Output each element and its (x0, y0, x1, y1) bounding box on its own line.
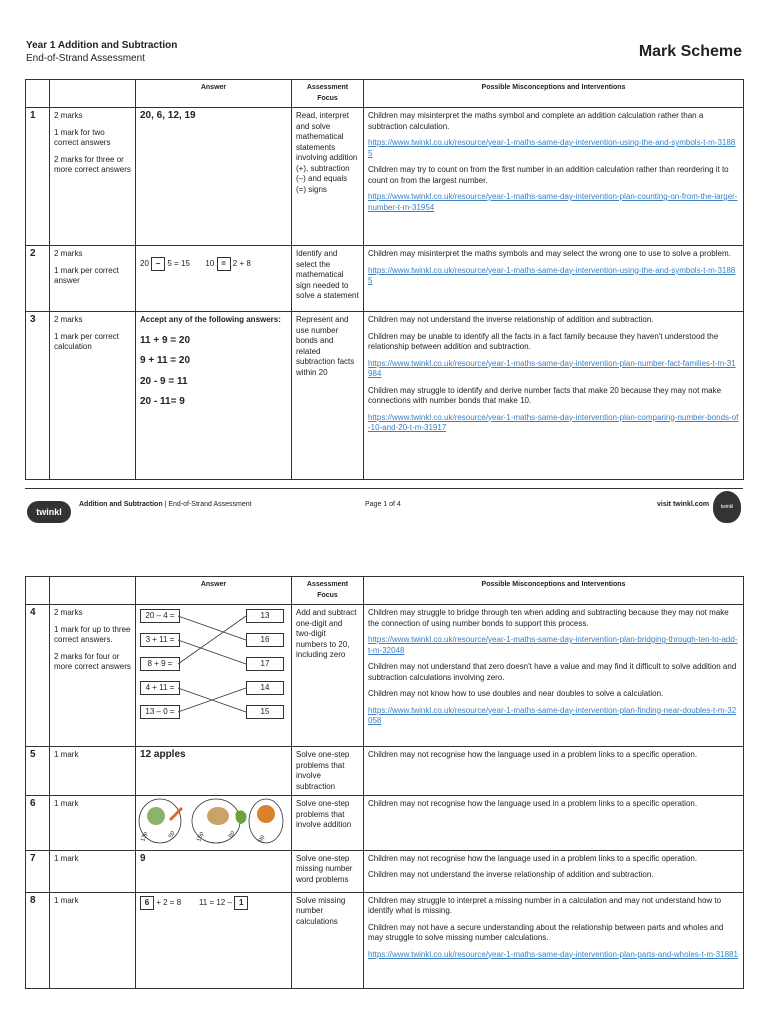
answer: 11 + 9 = 20 (140, 334, 191, 346)
mark-criteria: 1 mark for up to three correct answers. (54, 624, 131, 644)
marks: 1 mark (50, 850, 136, 892)
misconception: Children may struggle to bridge through ten when adding and subtracting because they may not make the connection of using number bonds to support this process. (368, 608, 729, 628)
table-row (26, 747, 744, 796)
price-tag: 15p (196, 831, 206, 843)
question-number: 1 (26, 108, 50, 246)
intervention-link[interactable]: https://www.twinkl.co.uk/resource/year-1-maths-same-day-intervention-plan-number-fact-families-t-m-31984 (368, 358, 736, 378)
mark-scheme-table-page2 (25, 576, 744, 989)
assessment-focus: Solve one-step missing number word problems (292, 850, 364, 892)
misconception: Children may try to count on from the first number in an addition calculation rather than reordering it to count on from the largest number. (368, 165, 729, 185)
sign-box: = (217, 257, 231, 271)
price-tag: 13p (140, 831, 150, 843)
answer-sign-boxes: 20 – 5 = 15 10 = 2 + 8 (136, 246, 292, 312)
answer-box: 15 (246, 705, 284, 719)
misconception: Children may struggle to identify and derive number facts that make 20 because they may not make connections with number bonds that make 10. (368, 385, 722, 405)
mark-scheme-table-page1 (25, 79, 744, 480)
calc-box: 13 – 0 = (140, 705, 180, 719)
matching-lines (136, 605, 292, 746)
missing-number-answer: 6 + 2 = 8 11 = 12 – 1 (136, 892, 292, 988)
header-answer: Answer (136, 577, 292, 605)
intervention-link[interactable]: https://www.twinkl.co.uk/resource/year-1-maths-same-day-intervention-plan-parts-and-wholes-t-m-31881 (368, 949, 738, 959)
mark-criteria: 1 mark per correct calculation (54, 331, 119, 351)
question-number: 2 (26, 246, 50, 312)
twinkl-logo: twinkl (27, 501, 71, 523)
question-number: 5 (26, 747, 50, 796)
marks: 1 mark (50, 747, 136, 796)
assessment-focus: Read, interpret and solve mathematical statements involving addition (+), subtraction (–) and equals (=) signs (292, 108, 364, 246)
calc-box: 20 – 4 = (140, 609, 180, 623)
misconception: Children may misinterpret the maths symbol and complete an addition calculation rather than a subtraction calculation. (368, 111, 704, 131)
marks: 2 marks (54, 315, 83, 324)
answer-box: 6 (140, 896, 154, 910)
assessment-focus: Solve missing number calculations (292, 892, 364, 988)
answer-box: 14 (246, 681, 284, 695)
footer-link[interactable]: visit twinkl.com (657, 501, 710, 508)
marks: 1 mark (50, 796, 136, 851)
assessment-focus: Represent and use number bonds and related subtraction facts within 20 (292, 312, 364, 480)
question-number: 7 (26, 850, 50, 892)
header-focus: Assessment Focus (292, 577, 364, 605)
quality-badge-icon: twinkl (713, 491, 741, 523)
mark-criteria: 1 mark for two correct answers (54, 127, 111, 147)
answer: 20, 6, 12, 19 (136, 108, 292, 246)
header-misconceptions: Possible Misconceptions and Interventions (364, 577, 744, 605)
intervention-link[interactable]: https://www.twinkl.co.uk/resource/year-1-maths-same-day-intervention-using-the-and-symbols-t-m-31885 (368, 138, 736, 158)
table-row (26, 796, 744, 851)
mark-criteria: 1 mark per correct answer (54, 265, 119, 285)
calc-box: 4 + 11 = (140, 681, 180, 695)
misconception: Children may not recognise how the language used in a problem links to a specific operation. (368, 853, 698, 863)
doc-subtitle: End-of-Strand Assessment (26, 53, 145, 64)
sign-box: – (151, 257, 165, 271)
answer-box: 1 (234, 896, 248, 910)
assessment-focus: Add and subtract one-digit and two-digit numbers to 20, including zero (292, 605, 364, 747)
answer: 20 - 11= 9 (140, 396, 185, 407)
mark-scheme-title: Mark Scheme (638, 43, 742, 60)
calc-box: 3 + 11 = (140, 633, 180, 647)
price-tag: 9p (258, 834, 267, 843)
answer-box: 13 (246, 609, 284, 623)
intervention-link[interactable]: https://www.twinkl.co.uk/resource/year-1-maths-same-day-intervention-using-the-and-symbols-t-m-31885 (368, 265, 736, 285)
misconception: Children may not understand the inverse relationship of addition and subtraction. (368, 315, 654, 324)
calc-box: 8 + 9 = (140, 657, 180, 671)
question-number: 6 (26, 796, 50, 851)
marks: 2 marks (54, 608, 83, 617)
misconception: Children may struggle to interpret a missing number in a calculation and may not understand how to identify what is missing. (368, 895, 722, 915)
header-focus: Assessment Focus (292, 80, 364, 108)
assessment-focus: Solve one-step problems that involve addition (292, 796, 364, 851)
mark-criteria: 2 marks for four or more correct answers (54, 651, 131, 671)
misconception: Children may not understand that zero doesn't have a value and may find it difficult to solve addition and subtraction calculations involving zero. (368, 662, 737, 682)
answer: 20 - 9 = 11 (140, 375, 188, 387)
answer-box: 17 (246, 657, 284, 671)
question-number: 3 (26, 312, 50, 480)
mark-criteria: 2 marks for three or more correct answers (54, 154, 131, 174)
answer-box: 16 (246, 633, 284, 647)
doc-title: Year 1 Addition and Subtraction (26, 40, 178, 51)
table-row (26, 892, 744, 988)
answer: 9 (136, 850, 292, 892)
misconception: Children may not have a secure understanding about the relationship between parts and wholes and may struggle to solve missing number calculations. (368, 922, 724, 942)
misconception: Children may misinterpret the maths symbols and may select the wrong one to use to solve a problem. (368, 249, 731, 258)
answer-heading: Accept any of the following answers: (140, 315, 281, 324)
answer: 12 apples (136, 747, 292, 796)
misconception: Children may not recognise how the language used in a problem links to a specific operation. (364, 796, 744, 851)
marks: 2 marks (54, 111, 83, 120)
footer-title: Addition and Subtraction | End-of-Strand Assessment (79, 501, 252, 508)
header-misconceptions: Possible Misconceptions and Interventions (364, 80, 744, 108)
misconception: Children may not know how to use doubles and near doubles to solve a calculation. (368, 689, 664, 698)
header-answer: Answer (136, 80, 292, 108)
intervention-link[interactable]: https://www.twinkl.co.uk/resource/year-1-maths-same-day-intervention-plan-finding-near-doubles-t-m-32058 (368, 705, 737, 725)
table-row (26, 605, 744, 747)
page-number: Page 1 of 4 (365, 501, 401, 508)
marks: 2 marks (54, 249, 83, 258)
answer: 9 + 11 = 20 (140, 355, 191, 366)
misconception: Children may be unable to identify all the facts in a fact family because they haven't understood the relationship between addition and subtraction. (368, 331, 719, 351)
misconception: Children may not recognise how the language used in a problem links to a specific operation. (364, 747, 744, 796)
table-row (26, 850, 744, 892)
misconception: Children may not understand the inverse relationship of addition and subtraction. (368, 870, 654, 879)
price-tag: 8p (228, 830, 237, 839)
matching-answer (136, 605, 292, 747)
intervention-link[interactable]: https://www.twinkl.co.uk/resource/year-1-maths-same-day-intervention-plan-counting-on-from-the-larger-number-t-m-31954 (368, 192, 738, 212)
intervention-link[interactable]: https://www.twinkl.co.uk/resource/year-1-maths-same-day-intervention-plan-bridging-through-ten-to-add-t-m-32048 (368, 635, 738, 655)
assessment-focus: Identify and select the mathematical sign needed to solve a statement (292, 246, 364, 312)
price-tag: 5p (168, 830, 177, 839)
table-row (26, 108, 744, 246)
intervention-link[interactable]: https://www.twinkl.co.uk/resource/year-1-maths-same-day-intervention-plan-comparing-number-bonds-of-10-and-20-t-m-31917 (368, 412, 739, 432)
page-footer (25, 488, 743, 525)
food-items-answer (136, 796, 292, 851)
assessment-focus: Solve one-step problems that involve subtraction (292, 747, 364, 796)
marks: 1 mark (50, 892, 136, 988)
table-row (26, 312, 744, 480)
food-items-illustration (136, 796, 292, 846)
table-row (26, 246, 744, 312)
question-number: 8 (26, 892, 50, 988)
question-number: 4 (26, 605, 50, 747)
